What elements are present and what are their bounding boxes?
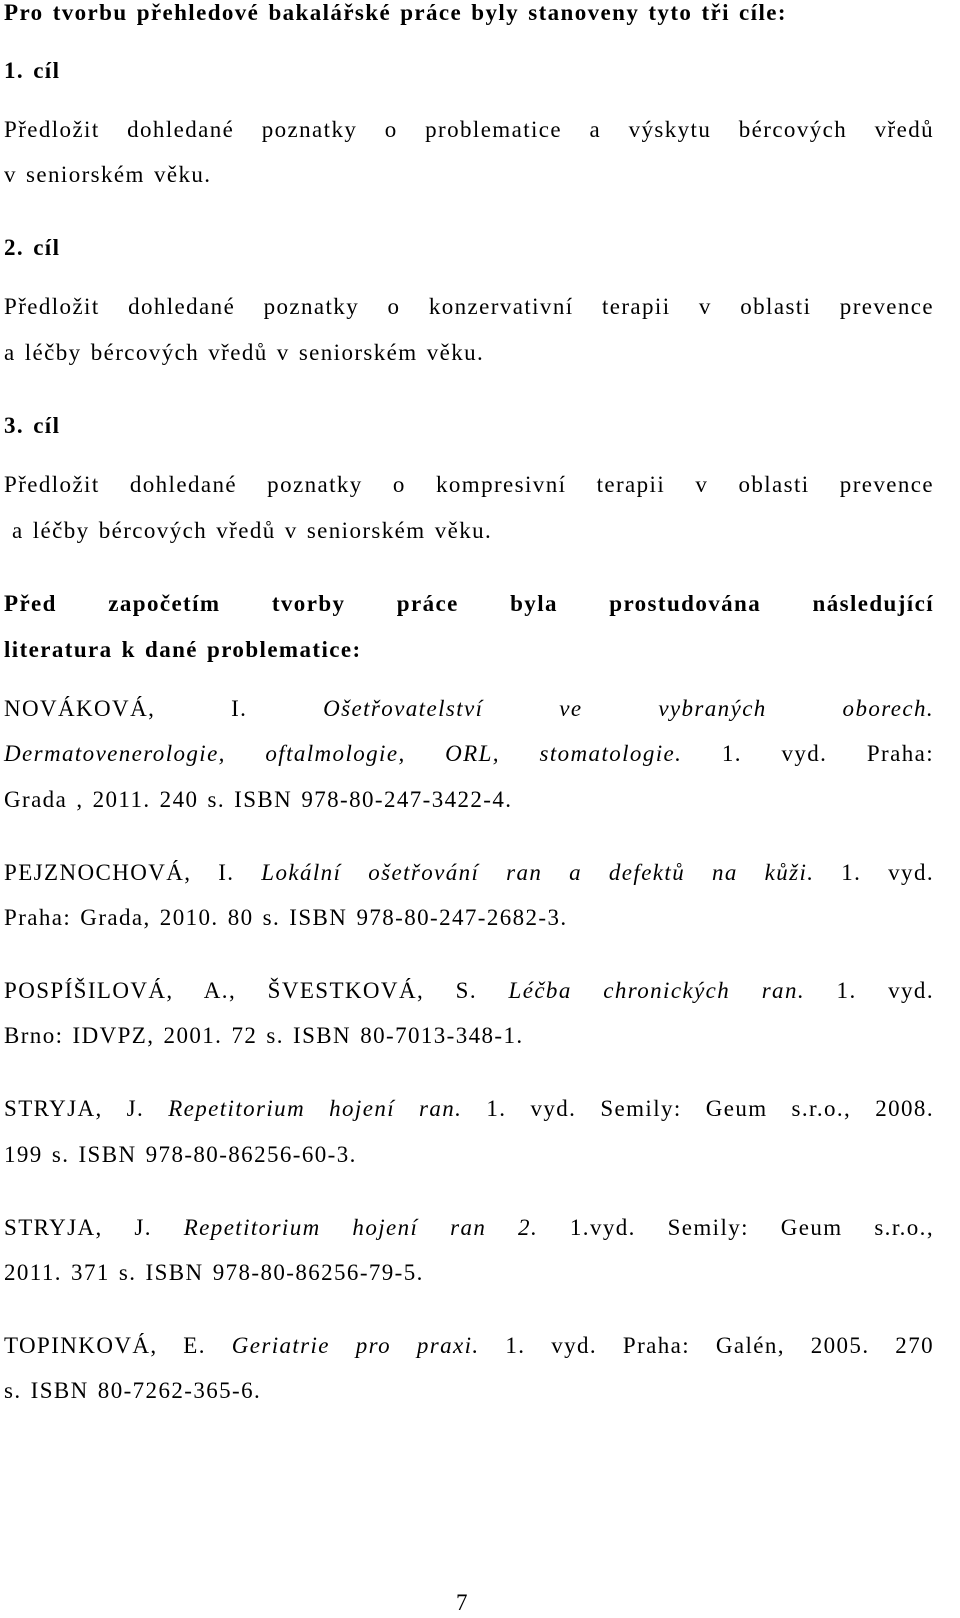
reference-1-line-2 [4,739,934,769]
reference-5-line-2: 2011. 371 s. ISBN 978-80-86256-79-5. [4,1260,424,1285]
reference-3-line-2: Brno: IDVPZ, 2001. 72 s. ISBN 80-7013-348-1. [4,1023,524,1048]
goal-text-3-line-1: Předložit dohledané poznatky o kompresivní terapii v oblasti prevence [4,472,934,497]
goal-heading-2: 2. cíl [4,235,61,260]
goal-text-2-line-1: Předložit dohledané poznatky o konzervativní terapii v oblasti prevence [4,294,934,319]
reference-2-line-1 [4,858,934,888]
reference-1-line-1 [4,694,934,724]
reference-4-title: Repetitorium hojení ran. [168,1096,463,1121]
goal-text-2-line-2: a léčby bércových vředů v seniorském věku. [4,340,485,365]
goal-text-3-line-2: a léčby bércových vředů v seniorském věku. [12,518,493,543]
reference-4-author: STRYJA, J. [4,1096,145,1121]
goal-text-1-line-2: v seniorském věku. [4,162,212,187]
reference-3-title: Léčba chronických ran. [508,978,806,1003]
reference-6-publication: 1. vyd. Praha: Galén, 2005. 270 [505,1333,934,1358]
reference-3-edition: 1. vyd. [836,978,934,1003]
intro-sentence: Pro tvorbu přehledové bakalářské práce byly stanoveny tyto tři cíle: [4,0,787,25]
reference-1-author: NOVÁKOVÁ, I. [4,696,248,721]
literature-intro-line-1: Před započetím tvorby práce byla prostudována následující [4,591,934,616]
reference-5-title: Repetitorium hojení ran 2. [183,1215,539,1240]
reference-1-title-part-1: Ošetřovatelství ve vybraných oborech. [323,696,935,721]
reference-1-line-3: Grada , 2011. 240 s. ISBN 978-80-247-3422-4. [4,787,513,812]
page-number: 7 [456,1590,468,1615]
reference-2-title: Lokální ošetřování ran a defektů na kůži. [261,860,815,885]
reference-5-author: STRYJA, J. [4,1215,152,1240]
reference-4-line-2: 199 s. ISBN 978-80-86256-60-3. [4,1142,357,1167]
reference-3-author: POSPÍŠILOVÁ, A., ŠVESTKOVÁ, S. [4,978,477,1003]
reference-6-author: TOPINKOVÁ, E. [4,1333,206,1358]
reference-1-publication: 1. vyd. Praha: [721,741,934,766]
reference-2-edition: 1. vyd. [841,860,934,885]
goal-text-1-line-1: Předložit dohledané poznatky o problematice a výskytu bércových vředů [4,117,934,142]
reference-4-publication: 1. vyd. Semily: Geum s.r.o., 2008. [486,1096,934,1121]
reference-4-line-1 [4,1094,934,1124]
reference-5-publication: 1.vyd. Semily: Geum s.r.o., [569,1215,934,1240]
reference-6-title: Geriatrie pro praxi. [231,1333,480,1358]
reference-6-line-2: s. ISBN 80-7262-365-6. [4,1378,262,1403]
goal-heading-3: 3. cíl [4,413,61,438]
reference-6-line-1 [4,1331,934,1361]
reference-2-author: PEJZNOCHOVÁ, I. [4,860,235,885]
reference-1-title-part-2: Dermatovenerologie, oftalmologie, ORL, stomatologie. [4,741,683,766]
reference-5-line-1 [4,1213,934,1243]
reference-2-line-2: Praha: Grada, 2010. 80 s. ISBN 978-80-247-2682-3. [4,905,568,930]
literature-intro-line-2: literatura k dané problematice: [4,637,362,662]
goal-heading-1: 1. cíl [4,58,61,83]
reference-3-line-1 [4,976,934,1006]
